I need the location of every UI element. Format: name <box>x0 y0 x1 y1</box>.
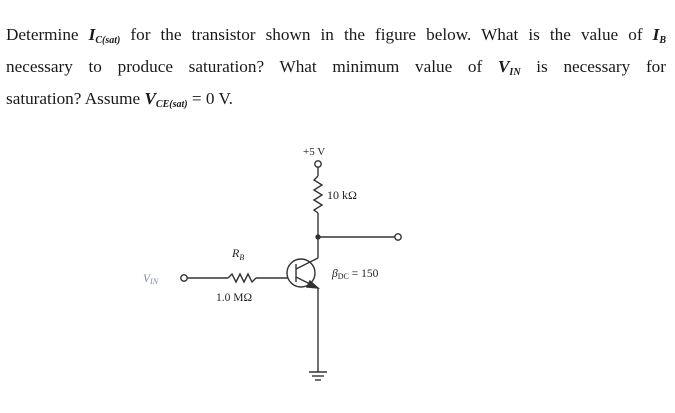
question-text: is necessary for <box>520 57 666 76</box>
collector-resistor-value: 10 kΩ <box>327 188 357 202</box>
question-text: for the transistor shown in the figure below. What is the value of <box>120 25 653 44</box>
vce-symbol: V <box>144 89 156 108</box>
question-text: Determine <box>6 25 89 44</box>
base-resistor-value: 1.0 MΩ <box>216 292 253 304</box>
base-resistor <box>228 274 256 282</box>
ic-subscript: C(sat) <box>95 35 121 46</box>
supply-terminal <box>315 161 321 167</box>
vce-subscript: CE(sat) <box>155 99 188 110</box>
input-terminal <box>181 275 187 281</box>
collector-resistor <box>314 176 322 213</box>
beta-label: βDC = 150 <box>332 268 379 281</box>
input-voltage-label: VIN <box>143 273 159 286</box>
ib-symbol: I <box>652 25 660 44</box>
question-text: necessary to produce saturation? What minimum value of <box>6 57 498 76</box>
output-terminal <box>395 234 401 240</box>
supply-voltage-label: +5 V <box>303 146 326 158</box>
base-resistor-label: $R_B$ <box>232 246 245 262</box>
vin-subscript: IN <box>509 67 521 78</box>
ib-subscript: B <box>659 35 666 46</box>
vin-symbol: V <box>497 57 510 76</box>
question-text: saturation? Assume <box>6 89 145 108</box>
question-text: = 0 V. <box>187 89 233 108</box>
ic-symbol: I <box>88 25 96 44</box>
